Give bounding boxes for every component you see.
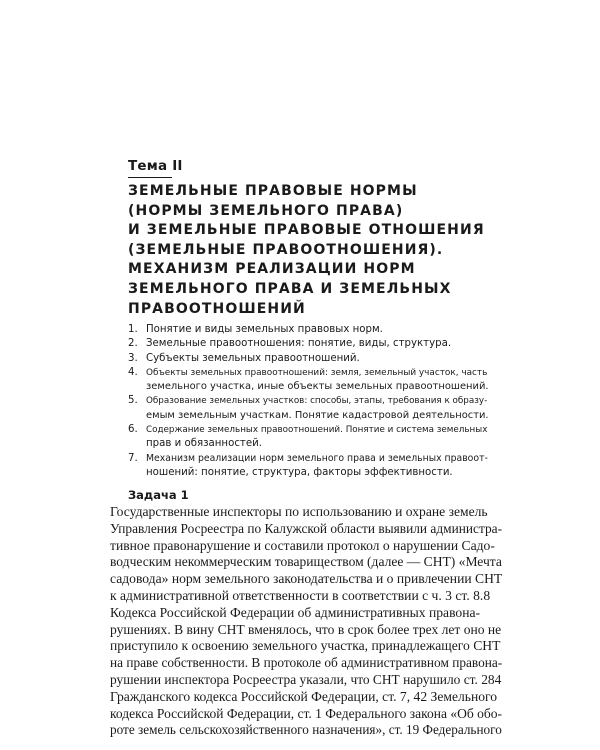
topic-text: Субъекты земельных правоотношений. [146,352,360,364]
topic-item [128,337,488,351]
paragraph-line: тивное правонарушение и составили протокол о нарушении Садо- [110,537,495,553]
topic-number: 6. [128,424,138,436]
topic-text: Содержание земельных правоотношений. Понятие и система земельных [146,425,488,436]
topic-text: Механизм реализации норм земельного права и земельных правоот- [146,452,488,464]
topic-number: 3. [128,352,138,364]
topic-number: 1. [128,324,138,335]
paragraph-line: роте земель сельскохозяйственного назначения», ст. 19 Федерального [110,722,502,738]
paragraph-line: к административной ответственности в соответствии с ч. 3 ст. 8.8 [110,587,491,603]
topic-item [128,366,488,395]
paragraph-line: рушении инспектора Росреестра указали, что СНТ нарушило ст. 284 [110,671,502,687]
topic-item [128,323,488,337]
topic-item [128,352,488,366]
topic-text: Понятие и виды земельных правовых норм. [146,324,383,335]
paragraph-line: рушениях. В вину СНТ вменялось, что в срок более трех лет оно не [110,621,502,637]
title-line: ЗЕМЕЛЬНЫЕ ПРАВОВЫЕ НОРМЫ [128,183,418,199]
paragraph-line: Кодекса Российской Федерации об административных правона- [110,604,481,620]
topic-number: 4. [128,366,138,378]
topic-text: Объекты земельных правоотношений: земля, земельный участок, часть [146,367,488,378]
topic-text: прав и обязанностей. [146,438,262,450]
theme-label: Тема II [128,158,183,174]
topic-number: 7. [128,452,138,464]
title-line: (ЗЕМЕЛЬНЫЕ ПРАВООТНОШЕНИЯ). [128,241,444,258]
title-line: МЕХАНИЗМ РЕАЛИЗАЦИИ НОРМ [128,261,416,278]
task-text [110,504,502,739]
paragraph-line: кодекса Российской Федерации, ст. 1 Федерального закона «Об обо- [110,705,502,721]
title-line: И ЗЕМЕЛЬНЫЕ ПРАВОВЫЕ ОТНОШЕНИЯ [128,222,485,239]
paragraph-line: Государственные инспекторы по использованию и охране земель [110,504,488,519]
paragraph-line: Управления Росреестра по Калужской области выявили администра- [110,520,503,536]
chapter-title [128,182,488,319]
topic-text: земельного участка, иные объекты земельных правоотношений. [146,381,489,393]
topic-number: 5. [128,395,138,407]
topic-item [128,423,488,452]
topic-text: Образование земельных участков: способы, этапы, требования к образу- [146,396,488,407]
topic-text: Земельные правоотношения: понятие, виды, структура. [146,338,452,350]
topic-text: емым земельным участкам. Понятие кадастровой деятельности. [146,409,489,421]
topics-list [128,323,488,480]
topic-text: ношений: понятие, структура, факторы эффективности. [146,466,453,478]
topic-number: 2. [128,338,138,350]
paragraph-line: приступило к освоению земельного участка, принадлежащего СНТ [110,638,501,654]
paragraph-line: садовода» норм земельного законодательства и о привлечении СНТ [110,571,503,587]
paragraph-line: на праве собственности. В протоколе об административном правона- [110,655,503,671]
title-line: ПРАВООТНОШЕНИЙ [128,300,306,317]
title-line: ЗЕМЕЛЬНОГО ПРАВА И ЗЕМЕЛЬНЫХ [128,280,452,297]
task-heading: Задача 1 [128,488,189,502]
paragraph-line: Гражданского кодекса Российской Федерации, ст. 7, 42 Земельного [110,688,498,704]
topic-item [128,452,488,481]
theme-underline [128,177,172,178]
paragraph-line: водческим некоммерческим товариществом (далее — СНТ) «Мечта [110,554,502,570]
topic-item [128,394,488,423]
title-line: (НОРМЫ ЗЕМЕЛЬНОГО ПРАВА) [128,202,404,219]
